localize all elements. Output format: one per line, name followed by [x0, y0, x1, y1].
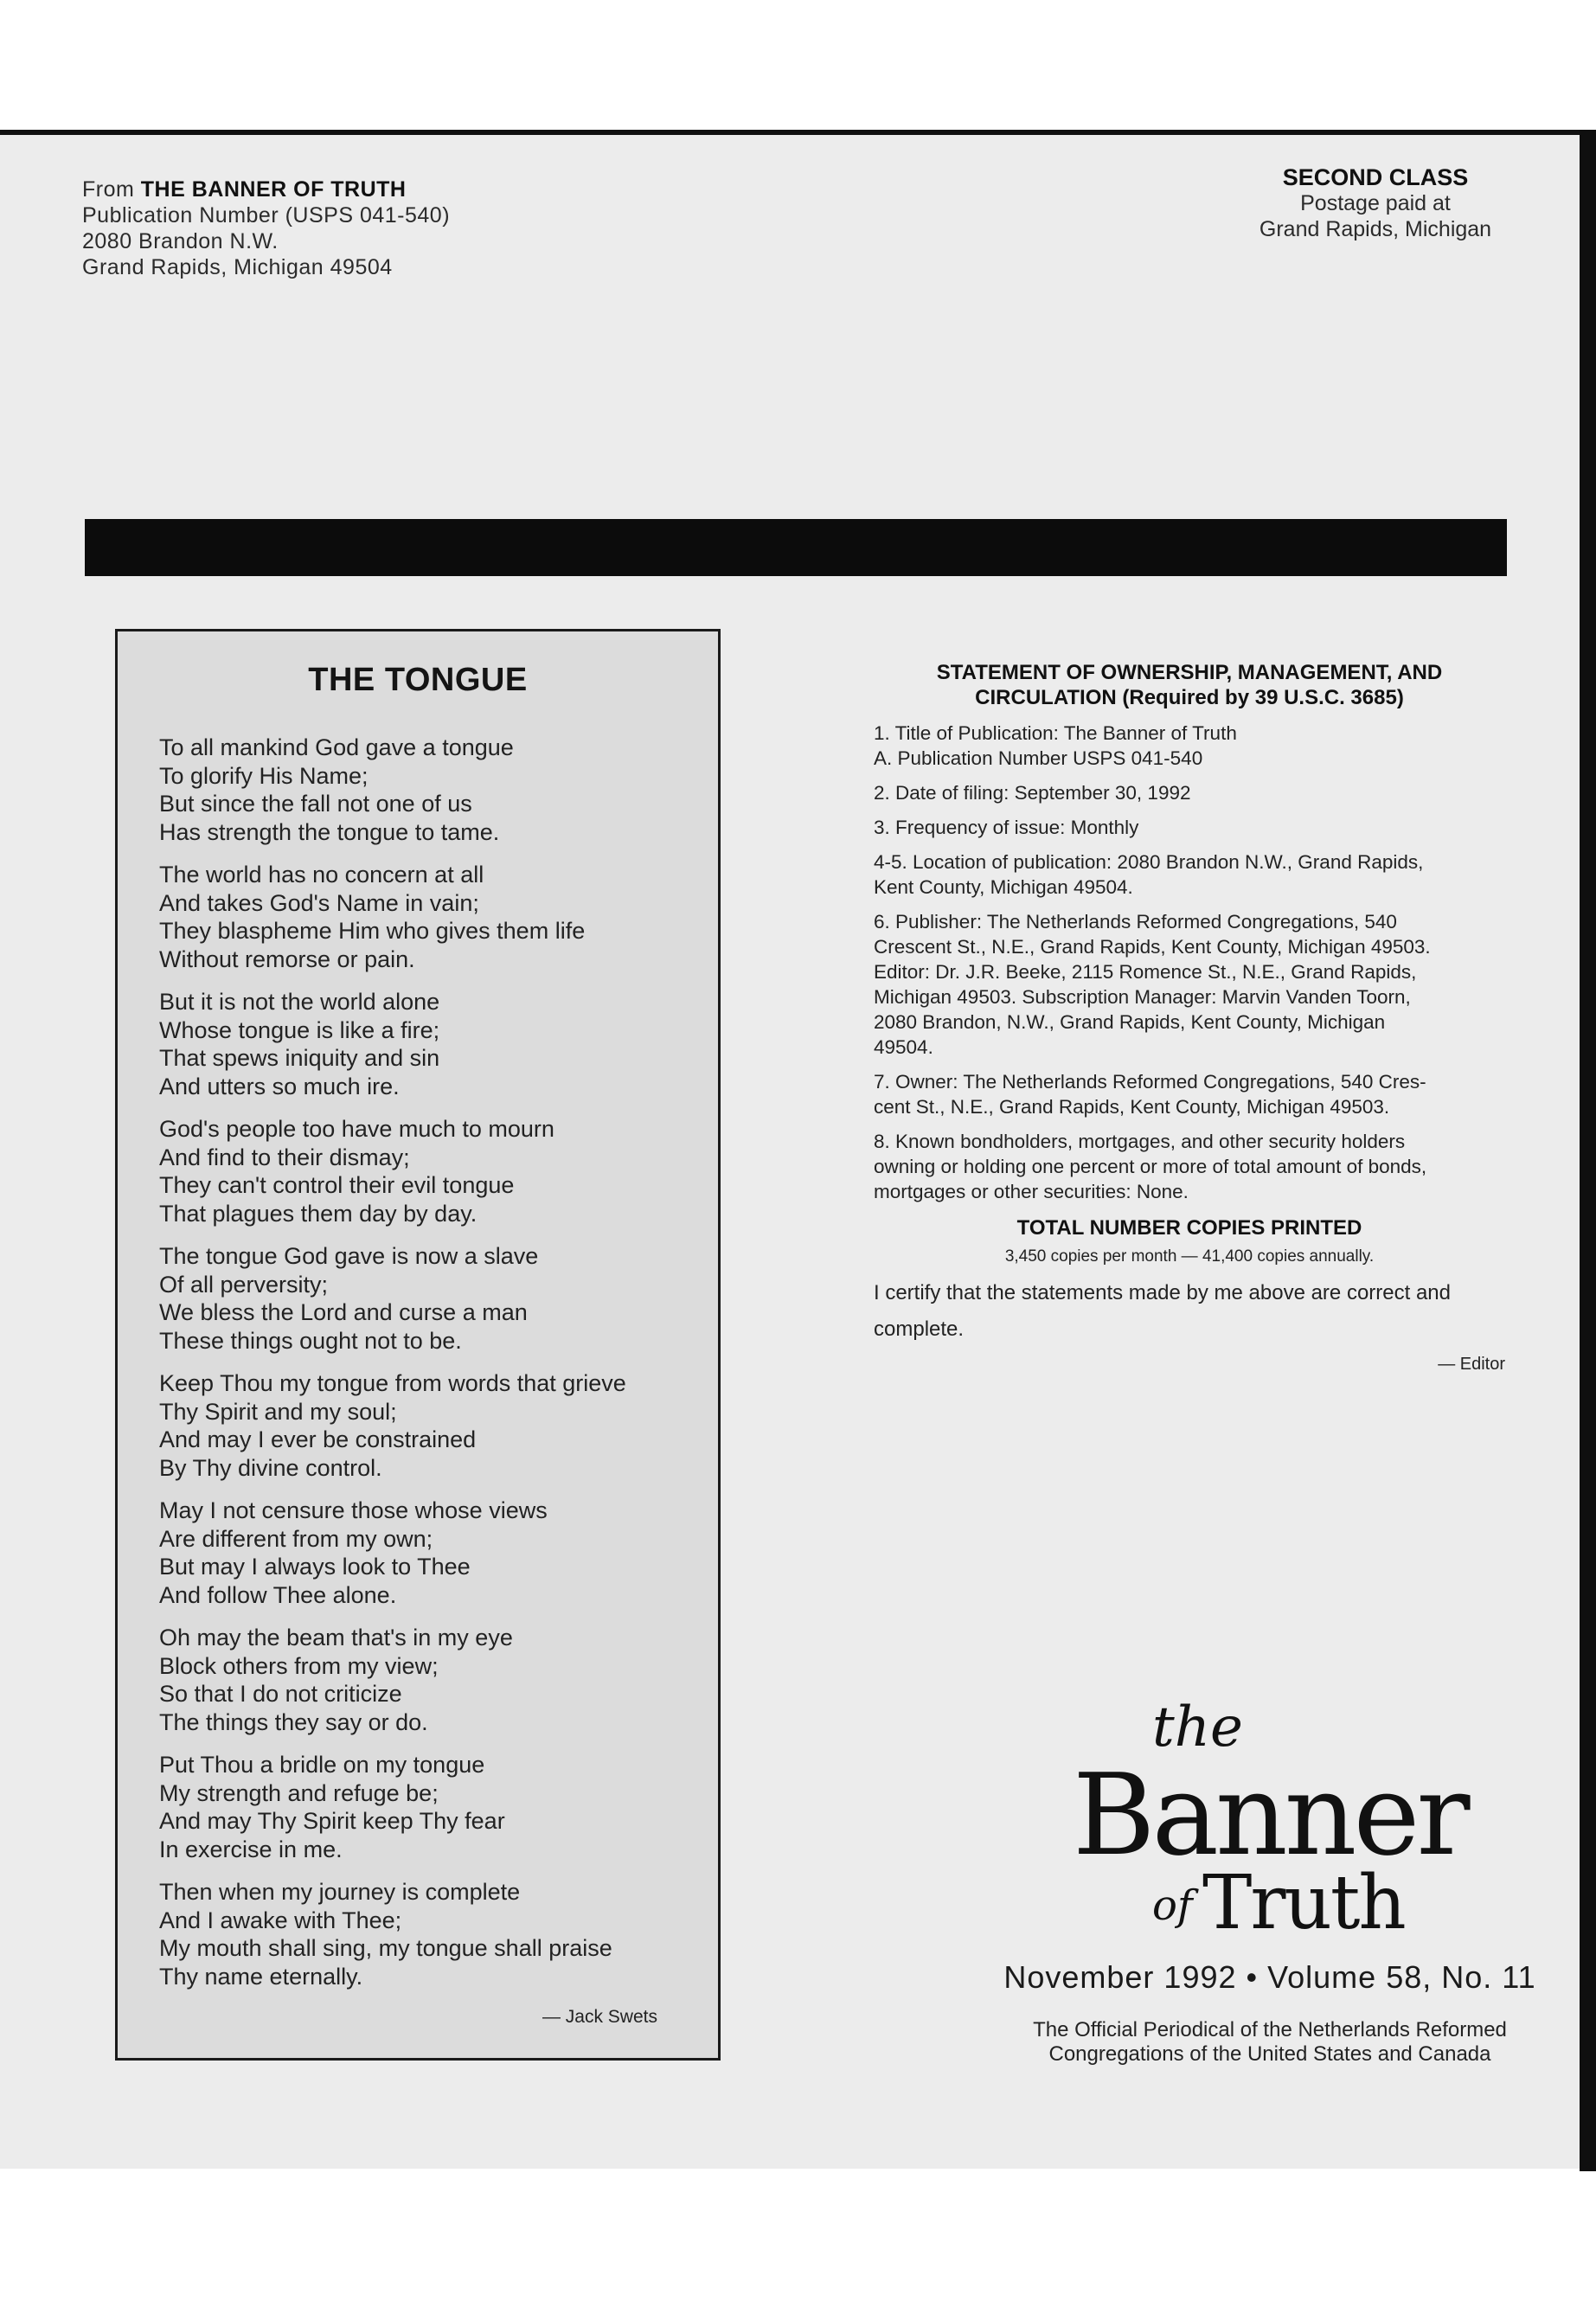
issue-line: November 1992 • Volume 58, No. 11	[1003, 1959, 1536, 1995]
label-band	[85, 519, 1507, 576]
poem-line: The things they say or do.	[159, 1708, 428, 1735]
poem-line: The tongue God gave is now a slave	[159, 1243, 539, 1269]
poem-line: Thy name eternally.	[159, 1963, 363, 1990]
poem-line: And may I ever be constrained	[159, 1426, 477, 1452]
poem-line: But may I always look to Thee	[159, 1554, 471, 1580]
masthead-banner: Banner	[1073, 1749, 1467, 1881]
poem-line: They blaspheme Him who gives them life	[159, 918, 586, 944]
poem-line: And find to their dismay;	[159, 1144, 410, 1170]
poem-line: God's people too have much to mourn	[159, 1116, 554, 1142]
statement-item: 7. Owner: The Netherlands Reformed Congregations, 540 Cres- cent St., N.E., Grand Rapids, Kent County, Michigan 49503.	[874, 1071, 1426, 1118]
poem-line: In exercise in me.	[159, 1836, 343, 1862]
statement-item: 2. Date of filing: September 30, 1992	[874, 782, 1191, 804]
editor-signoff: — Editor	[1438, 1355, 1505, 1374]
poem-line: We bless the Lord and curse a man	[159, 1299, 528, 1325]
publication-number: Publication Number (USPS 041-540)	[82, 203, 451, 228]
poem-line: To all mankind God gave a tongue	[159, 734, 514, 760]
poem-line: Oh may the beam that's in my eye	[159, 1625, 513, 1650]
postage-line: Postage paid at	[1300, 191, 1451, 215]
statement-item: 6. Publisher: The Netherlands Reformed Congregations, 540 Crescent St., N.E., Grand Rapids, Kent County, Michigan 49503. Editor: Dr. J.R. Beeke, 2115 Romence St., N.E., Grand Rapids, Michigan 49503. Subscription Manager: Marvin Vanden Toorn, 2080 Brandon, N.W., Grand Rapids, Kent County, Michigan 49504.	[874, 911, 1431, 1058]
poem-line: These things ought not to be.	[159, 1327, 462, 1354]
poem-line: Has strength the tongue to tame.	[159, 818, 500, 845]
poem-line: That spews iniquity and sin	[159, 1045, 440, 1071]
publisher-name: THE BANNER OF TRUTH	[140, 177, 407, 202]
city-address: Grand Rapids, Michigan 49504	[82, 255, 393, 279]
poem-line: That plagues them day by day.	[159, 1200, 478, 1227]
poem-line: But since the fall not one of us	[159, 791, 472, 817]
return-address	[82, 176, 450, 280]
poem-line: Of all perversity;	[159, 1271, 329, 1298]
stanza	[159, 1624, 695, 1736]
poem-line: And I awake with Thee;	[159, 1907, 402, 1933]
poem-line: And utters so much ire.	[159, 1073, 400, 1099]
postage-indicia	[1211, 164, 1540, 242]
poem-line: Then when my journey is complete	[159, 1879, 521, 1905]
page-edge	[1580, 130, 1596, 2171]
statement-item: 4-5. Location of publication: 2080 Brandon N.W., Grand Rapids, Kent County, Michigan 49504.	[874, 851, 1424, 898]
masthead-logo	[1021, 1695, 1540, 1946]
stanza	[159, 1497, 695, 1609]
poem-line: The world has no concern at all	[159, 862, 484, 888]
top-rule	[0, 130, 1596, 135]
certification-text: I certify that the statements made by me above are correct and complete.	[874, 1281, 1451, 1341]
street-address: 2080 Brandon N.W.	[82, 229, 279, 253]
poem-line: They can't control their evil tongue	[159, 1172, 515, 1198]
poem-line: Block others from my view;	[159, 1652, 439, 1679]
poem-line: And follow Thee alone.	[159, 1581, 397, 1608]
statement-item: 3. Frequency of issue: Monthly	[874, 817, 1139, 838]
postage-class: SECOND CLASS	[1282, 164, 1469, 190]
poem-line: By Thy divine control.	[159, 1454, 382, 1481]
poem-line: But it is not the world alone	[159, 989, 440, 1015]
poem-title: THE TONGUE	[308, 662, 528, 698]
poem-line: Thy Spirit and my soul;	[159, 1398, 397, 1425]
statement-heading: STATEMENT OF OWNERSHIP, MANAGEMENT, AND CIRCULATION (Required by 39 U.S.C. 3685)	[936, 661, 1443, 709]
poem-line: Are different from my own;	[159, 1525, 433, 1552]
poem-line: Without remorse or pain.	[159, 945, 415, 972]
poem-line: And takes God's Name in vain;	[159, 889, 479, 916]
ownership-statement	[874, 660, 1505, 1375]
stanza	[159, 988, 695, 1100]
poem-line: To glorify His Name;	[159, 762, 369, 789]
masthead-truth: Truth	[1202, 1860, 1405, 1946]
poem-line: Keep Thou my tongue from words that grieve	[159, 1370, 626, 1396]
stanza	[159, 1751, 695, 1863]
stanza	[159, 861, 695, 973]
poem-line: Whose tongue is like a fire;	[159, 1016, 440, 1043]
stanza	[159, 1369, 695, 1482]
poem-stanzas	[159, 734, 695, 2005]
stanza	[159, 734, 695, 846]
masthead-the: the	[1152, 1695, 1243, 1759]
poem-line: My strength and refuge be;	[159, 1779, 439, 1806]
stanza	[159, 1242, 695, 1355]
from-line: From THE BANNER OF TRUTH	[82, 177, 407, 202]
stanza	[159, 1878, 695, 1990]
poem-line: Put Thou a bridle on my tongue	[159, 1752, 485, 1778]
stanza	[159, 1115, 695, 1227]
poem-line: So that I do not criticize	[159, 1681, 402, 1707]
statement-item: 1. Title of Publication: The Banner of Truth A. Publication Number USPS 041-540	[874, 722, 1237, 769]
poem-box	[115, 629, 721, 2061]
statement-item: 8. Known bondholders, mortgages, and other security holders owning or holding one percent or more of total amount of bonds, mortgages or other securities: None.	[874, 1131, 1427, 1202]
copies-text: 3,450 copies per month — 41,400 copies annually.	[1004, 1247, 1375, 1266]
poem-line: And may Thy Spirit keep Thy fear	[159, 1808, 505, 1834]
poem-line: My mouth shall sing, my tongue shall praise	[159, 1935, 612, 1961]
poem-line: May I not censure those whose views	[159, 1497, 548, 1523]
copies-heading: TOTAL NUMBER COPIES PRINTED	[1016, 1216, 1362, 1240]
periodical-description: The Official Periodical of the Netherlands Reformed Congregations of the United States and Canada	[1033, 2018, 1507, 2066]
postage-location: Grand Rapids, Michigan	[1259, 217, 1492, 241]
masthead-of: of	[1152, 1881, 1193, 1930]
poem-author: — Jack Swets	[542, 2007, 657, 2027]
